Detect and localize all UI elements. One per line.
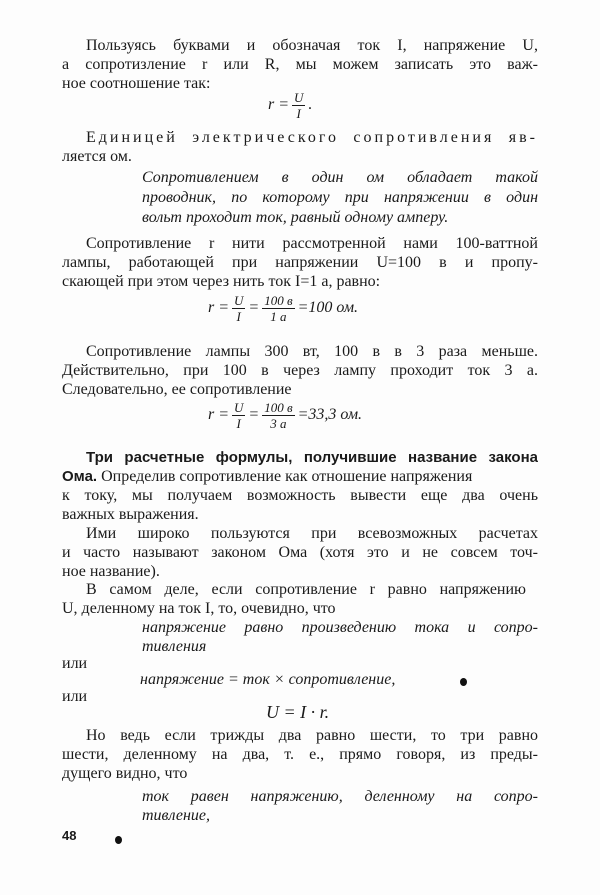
paragraph-line: Сопротивление r нити рассмотренной нами 100-ваттной (86, 235, 538, 252)
paragraph-line: шести, деленному на два, т. е., прямо говоря, из преды- (62, 746, 538, 763)
statement-line: ток равен напряжению, деленному на сопро- (142, 788, 538, 805)
paragraph-line: Пользуясь буквами и обозначая ток I, напряжение U, (86, 37, 538, 54)
definition-line: Сопротивлением в один ом обладает такой (142, 169, 538, 186)
definition-line: проводник, по которому при напряжении в один (142, 189, 538, 206)
paragraph-line: Действительно, при 100 в через лампу проходит ток 3 а. (62, 362, 538, 379)
statement-line: напряжение равно произведению тока и сопро- (142, 619, 538, 636)
paragraph-line: ное название). (62, 563, 160, 580)
paragraph-line: Сопротивление лампы 300 вт, 100 в в 3 раза меньше. (86, 343, 538, 360)
paragraph-line (62, 467, 538, 486)
paragraph-line: важных выражения. (62, 506, 199, 523)
section-heading: Ома. (62, 468, 98, 485)
formula-33-ohm: r = $\frac{U}{I}$ = $\frac{100 в}{3 а}$ =33,3 ом. (208, 400, 363, 431)
definition-line: вольт проходит ток, равный одному амперу. (142, 209, 449, 226)
page-number: 48 (62, 828, 77, 843)
paragraph-line: ляется ом. (62, 148, 132, 165)
section-heading: Три расчетные формулы, получившие название закона (86, 449, 538, 466)
statement-formula: напряжение = ток × сопротивление, (140, 671, 396, 688)
ink-blot (460, 678, 467, 686)
formula-r-equals-u-over-i: r = $\frac{U}{I}$ . (268, 90, 313, 121)
statement-line: тивления (142, 638, 207, 655)
paragraph-line: Ими широко пользуются при всевозможных расчетах (86, 525, 538, 542)
paragraph-line: Но ведь если трижды два равно шести, то три равно (86, 727, 538, 744)
paragraph-line: ное соотношение так: (62, 75, 211, 92)
paragraph-line: скающей при этом через нить ток I=1 а, равно: (62, 273, 381, 290)
paragraph-line: Единицей электрического сопротивления яв- (86, 129, 538, 146)
paragraph-line: лампы, работающей при напряжении U=100 в и пропу- (62, 254, 538, 271)
formula-u-equals-ir: U = I · r. (266, 702, 330, 722)
paragraph-line: и часто называют законом Ома (хотя это и не совсем точ- (62, 544, 538, 561)
paragraph-line: к току, мы получаем возможность вывести еще два очень (62, 487, 538, 504)
paragraph-text: Определив сопротивление как отношение напряжения (97, 468, 473, 485)
paragraph-line: U, деленному на ток I, то, очевидно, что (62, 600, 336, 617)
paragraph-line: дущего видно, что (62, 765, 188, 782)
paragraph-line: В самом деле, если сопротивление r равно напряжению (86, 581, 526, 598)
statement-line: тивление, (142, 807, 211, 824)
formula-100-ohm: r = $\frac{U}{I}$ = $\frac{100 в}{1 а}$ =100 ом. (208, 293, 359, 324)
or-label: или (62, 688, 88, 705)
paragraph-line: Следовательно, ее сопротивление (62, 381, 292, 398)
paragraph-line: а сопротизление r или R, мы можем записать это важ- (62, 56, 538, 73)
or-label: или (62, 655, 88, 672)
ink-blot (115, 836, 122, 844)
